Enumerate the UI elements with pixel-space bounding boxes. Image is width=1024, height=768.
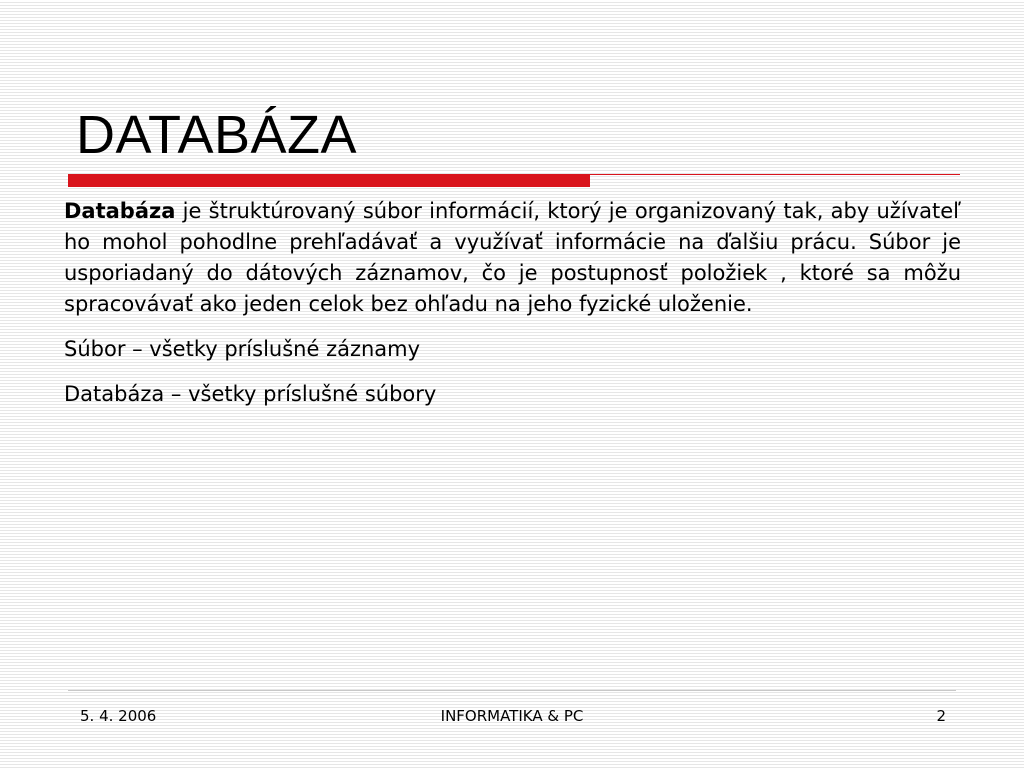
definition-term: Databáza <box>64 199 176 223</box>
footer-divider <box>68 690 956 691</box>
title-underline-bar <box>68 174 590 187</box>
title-underline <box>68 174 960 187</box>
slide-title: DATABÁZA <box>76 105 358 165</box>
definition-paragraph <box>64 196 961 320</box>
slide-body <box>64 196 961 424</box>
definition-text: je štruktúrovaný súbor informácií, ktorý je organizovaný tak, aby užívateľ ho mohol pohodlne prehľadávať a využívať informácie na ďalšiu prácu. Súbor je usporiadaný do dátových záznamov, čo je postupnosť položiek , ktoré sa môžu spracovávať ako jeden celok bez ohľadu na jeho fyzické uloženie. <box>64 199 961 316</box>
title-underline-line <box>590 174 960 175</box>
footer-title: INFORMATIKA & PC <box>440 707 584 725</box>
database-definition-line: Databáza – všetky príslušné súbory <box>64 382 437 406</box>
file-definition-line: Súbor – všetky príslušné záznamy <box>64 337 421 361</box>
footer-date: 5. 4. 2006 <box>80 707 157 725</box>
footer-page-number: 2 <box>936 707 946 725</box>
